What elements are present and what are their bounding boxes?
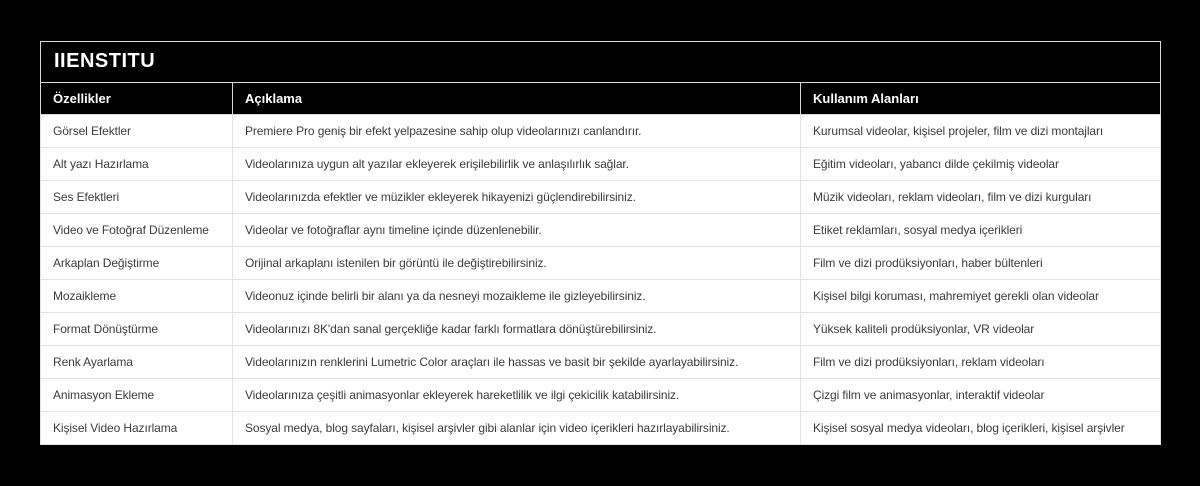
feature-cell: Animasyon Ekleme [41, 379, 233, 412]
description-cell: Sosyal medya, blog sayfaları, kişisel arşivler gibi alanlar için video içerikleri hazırlayabilirsiniz. [233, 412, 801, 445]
column-header-description: Açıklama [233, 83, 801, 115]
table-row [41, 247, 1161, 280]
description-cell: Videolar ve fotoğraflar aynı timeline içinde düzenlenebilir. [233, 214, 801, 247]
feature-cell: Alt yazı Hazırlama [41, 148, 233, 181]
column-header-features: Özellikler [41, 83, 233, 115]
table-row [41, 412, 1161, 445]
brand-title-bar [40, 41, 1161, 82]
use-cases-cell: Film ve dizi prodüksiyonları, haber bültenleri [801, 247, 1161, 280]
header-row [41, 83, 1161, 115]
feature-cell: Format Dönüştürme [41, 313, 233, 346]
description-cell: Premiere Pro geniş bir efekt yelpazesine sahip olup videolarınızı canlandırır. [233, 115, 801, 148]
table-row [41, 214, 1161, 247]
features-table [40, 82, 1161, 445]
use-cases-cell: Kişisel bilgi koruması, mahremiyet gerekli olan videolar [801, 280, 1161, 313]
use-cases-cell: Çizgi film ve animasyonlar, interaktif videolar [801, 379, 1161, 412]
use-cases-cell: Kurumsal videolar, kişisel projeler, film ve dizi montajları [801, 115, 1161, 148]
feature-cell: Renk Ayarlama [41, 346, 233, 379]
table-row [41, 346, 1161, 379]
use-cases-cell: Eğitim videoları, yabancı dilde çekilmiş videolar [801, 148, 1161, 181]
table-row [41, 313, 1161, 346]
use-cases-cell: Film ve dizi prodüksiyonları, reklam videoları [801, 346, 1161, 379]
feature-cell: Mozaikleme [41, 280, 233, 313]
description-cell: Videolarınıza uygun alt yazılar ekleyerek erişilebilirlik ve anlaşılırlık sağlar. [233, 148, 801, 181]
feature-cell: Kişisel Video Hazırlama [41, 412, 233, 445]
feature-cell: Ses Efektleri [41, 181, 233, 214]
description-cell: Videonuz içinde belirli bir alanı ya da nesneyi mozaikleme ile gizleyebilirsiniz. [233, 280, 801, 313]
table-row [41, 115, 1161, 148]
feature-cell: Video ve Fotoğraf Düzenleme [41, 214, 233, 247]
table-row [41, 148, 1161, 181]
use-cases-cell: Müzik videoları, reklam videoları, film ve dizi kurguları [801, 181, 1161, 214]
table-row [41, 181, 1161, 214]
description-cell: Videolarınızı 8K'dan sanal gerçekliğe kadar farklı formatlara dönüştürebilirsiniz. [233, 313, 801, 346]
table-row [41, 280, 1161, 313]
table-row [41, 379, 1161, 412]
description-cell: Videolarınıza çeşitli animasyonlar ekleyerek hareketlilik ve ilgi çekicilik katabilirsiniz. [233, 379, 801, 412]
description-cell: Orijinal arkaplanı istenilen bir görüntü ile değiştirebilirsiniz. [233, 247, 801, 280]
feature-cell: Arkaplan Değiştirme [41, 247, 233, 280]
feature-cell: Görsel Efektler [41, 115, 233, 148]
description-cell: Videolarınızda efektler ve müzikler ekleyerek hikayenizi güçlendirebilirsiniz. [233, 181, 801, 214]
use-cases-cell: Yüksek kaliteli prodüksiyonlar, VR videolar [801, 313, 1161, 346]
features-table-card [40, 41, 1161, 445]
use-cases-cell: Etiket reklamları, sosyal medya içerikleri [801, 214, 1161, 247]
brand-title: IIENSTITU [54, 50, 156, 72]
column-header-use-cases: Kullanım Alanları [801, 83, 1161, 115]
use-cases-cell: Kişisel sosyal medya videoları, blog içerikleri, kişisel arşivler [801, 412, 1161, 445]
description-cell: Videolarınızın renklerini Lumetric Color araçları ile hassas ve basit bir şekilde ayarlayabilirsiniz. [233, 346, 801, 379]
